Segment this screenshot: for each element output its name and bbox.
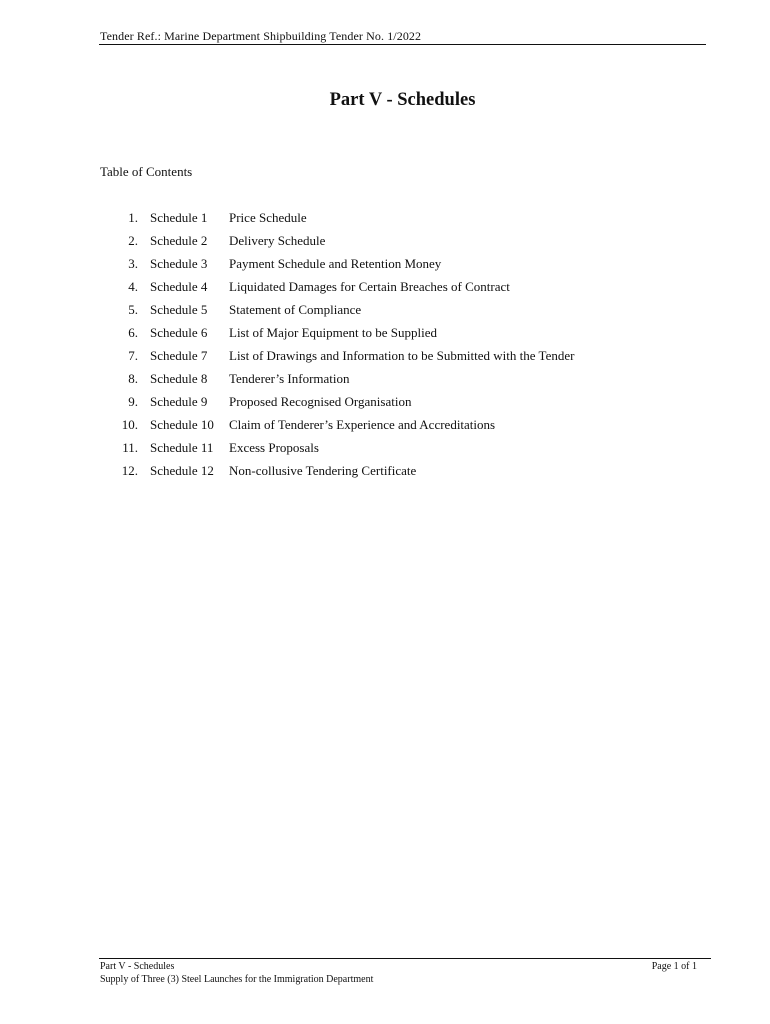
toc-item-title: Liquidated Damages for Certain Breaches of Contract bbox=[229, 279, 510, 294]
toc-item-schedule: Schedule 1 bbox=[150, 210, 208, 225]
page-title: Part V - Schedules bbox=[329, 90, 476, 110]
header-divider bbox=[99, 44, 706, 45]
toc-item-number: 9. bbox=[128, 394, 138, 409]
toc-item-schedule: Schedule 9 bbox=[150, 394, 208, 409]
toc-item-number: 2. bbox=[128, 233, 138, 248]
toc-item-number: 7. bbox=[128, 348, 138, 363]
toc-item-schedule: Schedule 11 bbox=[150, 440, 214, 455]
toc-item-number: 12. bbox=[121, 463, 138, 478]
header-tender-ref: Tender Ref.: Marine Department Shipbuilding Tender No. 1/2022 bbox=[100, 29, 422, 43]
footer-divider bbox=[99, 958, 711, 959]
toc-item-schedule: Schedule 12 bbox=[150, 463, 214, 478]
toc-item-schedule: Schedule 7 bbox=[150, 348, 208, 363]
toc-item-number: 5. bbox=[128, 302, 138, 317]
toc-item-title: Excess Proposals bbox=[229, 440, 319, 455]
toc-item-schedule: Schedule 8 bbox=[150, 371, 208, 386]
toc-item-title: List of Drawings and Information to be Submitted with the Tender bbox=[229, 348, 575, 363]
toc-item-number: 8. bbox=[128, 371, 138, 386]
toc-item-title: Tenderer’s Information bbox=[229, 371, 350, 386]
toc-item-title: Non-collusive Tendering Certificate bbox=[229, 463, 417, 478]
toc-item-number: 11. bbox=[122, 440, 138, 455]
toc-heading: Table of Contents bbox=[100, 164, 193, 179]
toc-item-title: List of Major Equipment to be Supplied bbox=[229, 325, 437, 340]
toc-item-title: Payment Schedule and Retention Money bbox=[229, 256, 442, 271]
toc-item-title: Proposed Recognised Organisation bbox=[229, 394, 412, 409]
toc-item-title: Price Schedule bbox=[229, 210, 307, 225]
toc-item-number: 10. bbox=[121, 417, 138, 432]
toc-item-number: 4. bbox=[128, 279, 138, 294]
toc-item-schedule: Schedule 3 bbox=[150, 256, 208, 271]
toc-item-number: 1. bbox=[128, 210, 138, 225]
toc-item-schedule: Schedule 2 bbox=[150, 233, 208, 248]
toc-item-schedule: Schedule 6 bbox=[150, 325, 208, 340]
toc-item-number: 3. bbox=[128, 256, 138, 271]
toc-item-schedule: Schedule 5 bbox=[150, 302, 208, 317]
toc-item-schedule: Schedule 10 bbox=[150, 417, 214, 432]
toc-item-schedule: Schedule 4 bbox=[150, 279, 208, 294]
toc-item-title: Statement of Compliance bbox=[229, 302, 362, 317]
toc-item-title: Claim of Tenderer’s Experience and Accreditations bbox=[229, 417, 496, 432]
footer-document-title: Supply of Three (3) Steel Launches for the Immigration Department bbox=[100, 974, 374, 985]
footer-section-name: Part V - Schedules bbox=[100, 961, 175, 972]
footer-page-number: Page 1 of 1 bbox=[651, 961, 697, 972]
toc-item-title: Delivery Schedule bbox=[229, 233, 326, 248]
toc-item-number: 6. bbox=[128, 325, 138, 340]
